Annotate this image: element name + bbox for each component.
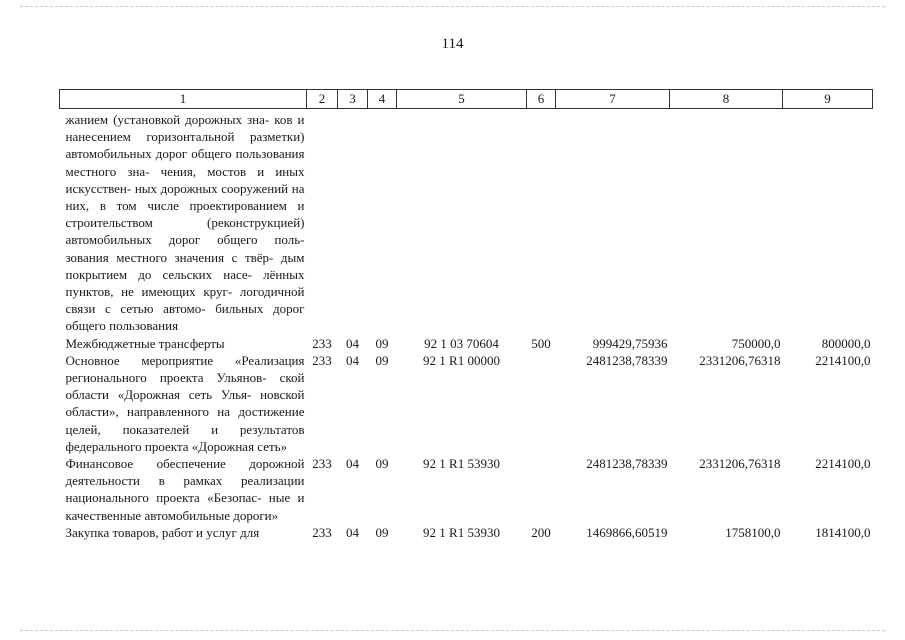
ministry-code: 233 xyxy=(312,456,332,472)
ministry-code: 233 xyxy=(312,352,332,368)
amount-col-7: 2481238,78339 xyxy=(586,456,668,472)
header-cell: 3 xyxy=(338,90,368,109)
expense-type: 500 xyxy=(531,335,551,351)
amount-col-7: 1469866,60519 xyxy=(586,524,668,540)
subsection-code: 09 xyxy=(375,456,389,472)
expense-type xyxy=(527,109,556,335)
table-row xyxy=(60,524,873,546)
amount-col-7: 999429,75936 xyxy=(592,335,668,351)
section-code xyxy=(338,109,368,335)
ministry-code: 233 xyxy=(312,524,332,540)
section-code: 04 xyxy=(346,524,359,540)
table-row xyxy=(60,335,873,352)
amount-col-8: 2331206,76318 xyxy=(699,352,781,368)
amount-col-9: 800000,0 xyxy=(821,335,871,351)
header-row xyxy=(60,90,873,109)
section-code: 04 xyxy=(346,352,359,368)
amount-col-8 xyxy=(670,109,783,335)
table-row xyxy=(60,455,873,524)
row-description: Финансовое обеспечение дорожной деятельности в рамках реализации национального проекта «Безопас- ные и качественные автомобильные дороги» xyxy=(65,456,305,523)
subsection-code: 09 xyxy=(375,524,389,540)
target-article: 92 1 R1 53930 xyxy=(423,456,500,472)
header-cell: 9 xyxy=(783,90,873,109)
row-description: жанием (установкой дорожных зна- ков и нанесением горизонтальной разметки) автомобильных дорог общего пользования местного зна- чения, мостов и иных искусствен- ных дорожных сооружений на них, в том числе проектированием и строительством (реконструкцией) автомобильных дорог общего поль- зования местного значения с твёр- дым покрытием до сельских насе- лённых пунктов, не имеющих круг- логодичной связи с сетью автомо- бильных дорог общего пользования xyxy=(65,112,305,334)
target-article: 92 1 R1 53930 xyxy=(423,524,500,540)
expense-type: 200 xyxy=(531,524,551,540)
header-cell: 7 xyxy=(556,90,670,109)
target-article xyxy=(397,109,527,335)
row-description: Основное мероприятие «Реализация регионального проекта Ульянов- ской области «Дорожная сеть Улья- новской области», направленного на достижение целей, показателей и результатов федерального проекта «Дорожная сеть» xyxy=(65,352,305,454)
amount-col-8: 1758100,0 xyxy=(725,524,781,540)
amount-col-9: 1814100,0 xyxy=(815,524,871,540)
budget-table xyxy=(59,89,873,546)
amount-col-9 xyxy=(783,109,873,335)
header-cell: 2 xyxy=(307,90,338,109)
header-cell: 6 xyxy=(527,90,556,109)
table-row xyxy=(60,352,873,455)
expense-type xyxy=(527,352,556,455)
section-code: 04 xyxy=(346,456,359,472)
amount-col-8: 750000,0 xyxy=(731,335,781,351)
subsection-code: 09 xyxy=(375,352,389,368)
table-row xyxy=(60,109,873,335)
header-cell: 5 xyxy=(397,90,527,109)
scan-edge-top xyxy=(20,6,885,7)
page-number: 114 xyxy=(441,36,464,52)
row-description: Закупка товаров, работ и услуг для xyxy=(65,524,260,540)
amount-col-8: 2331206,76318 xyxy=(699,456,781,472)
scan-edge-bottom xyxy=(20,630,885,631)
subsection-code: 09 xyxy=(375,335,389,351)
target-article: 92 1 R1 00000 xyxy=(423,352,500,368)
table-header xyxy=(60,90,873,109)
amount-col-7 xyxy=(556,109,670,335)
section-code: 04 xyxy=(346,335,359,351)
header-cell: 1 xyxy=(60,90,307,109)
header-cell: 8 xyxy=(670,90,783,109)
target-article: 92 1 03 70604 xyxy=(424,335,499,351)
ministry-code: 233 xyxy=(312,335,332,351)
table-body xyxy=(60,109,873,546)
expense-type xyxy=(527,455,556,524)
amount-col-9: 2214100,0 xyxy=(815,352,871,368)
amount-col-7: 2481238,78339 xyxy=(586,352,668,368)
subsection-code xyxy=(368,109,397,335)
amount-col-9: 2214100,0 xyxy=(815,456,871,472)
row-description: Межбюджетные трансферты xyxy=(65,335,225,351)
ministry-code xyxy=(307,109,338,335)
header-cell: 4 xyxy=(368,90,397,109)
